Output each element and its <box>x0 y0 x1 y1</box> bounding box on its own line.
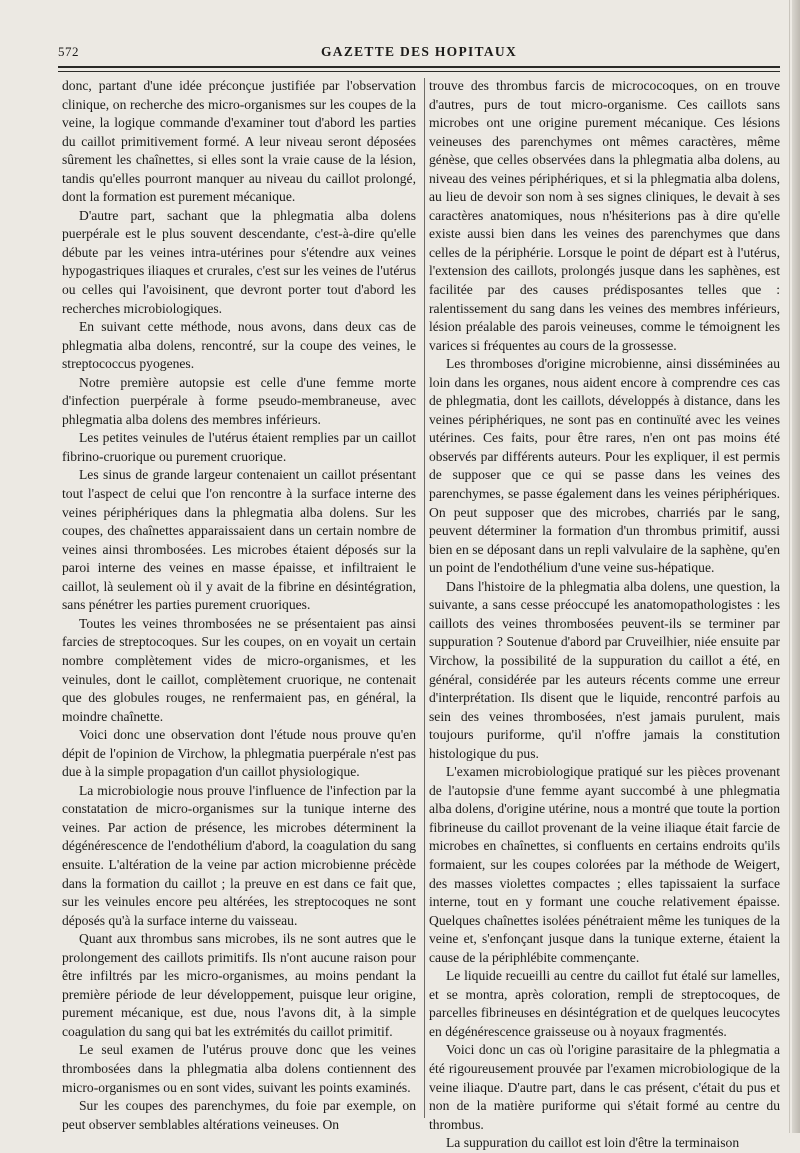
paragraph: La microbiologie nous prouve l'influence de l'infection par la constatation de micro-organismes sur la tunique interne des veines. Par action de présence, les microbes déterminent la dégénérescence de l'endothélium d'abord, la coagulation du sang ensuite. L'altération de la veine par action microbienne précède dans la formation du caillot ; la preuve en est dans ce fait que, sur les veinules encore peu altérées, les streptocoques ne sont déposés qu'à la surface interne du vaisseau. <box>62 782 416 928</box>
paragraph: Les thromboses d'origine microbienne, ainsi disséminées au loin dans les organes, nous aident encore à comprendre ces cas de phlegmatia, dont les caillots, développés à distance, dans les veines périphériques, ne sont pas en continuïté avec les veines utérines. Ces faits, pour être rares, n'en ont pas moins été observés par différents auteurs. Pour les expliquer, il est permis de supposer que ce qui se passe dans les veines des parenchymes, se passe également dans les veines périphériques. On peut supposer que des microbes, charriés par le sang, peuvent déterminer la formation d'un thrombus primitif, aussi bien en se déposant dans un repli valvulaire de la saphène, qu'en un point de l'endothélium d'une veine sus-hépatique. <box>429 356 780 576</box>
paragraph: donc, partant d'une idée préconçue justifiée par l'observation clinique, on recherche des micro-organismes sur les coupes de la veine, la logique commande d'examiner tout d'abord les parties du caillot primitivement formé. A leur niveau seront déposées sûrement les chaînettes, si elles sont la vraie cause de la lésion, tandis qu'elles pourront manquer au niveau du caillot prolongé, dont la formation est purement mécanique. <box>62 78 416 205</box>
paragraph: Notre première autopsie est celle d'une femme morte d'infection puerpérale à forme pseudo-membraneuse, avec phlegmatia alba dolens des membres inférieurs. <box>62 374 416 427</box>
column-divider <box>424 78 425 1118</box>
paragraph: La suppuration du caillot est loin d'être la terminaison <box>446 1135 740 1151</box>
right-column <box>429 77 780 1151</box>
paragraph: Les sinus de grande largeur contenaient un caillot présentant tout l'aspect de celui que l'on rencontre à la surface interne des veines périphériques dans la phlegmatia alba dolens. Sur les coupes, des chaînettes apparaissaient dans un certain nombre de veines ainsi thrombosées. Les microbes étaient déposés sur la paroi interne des veines en masse épaisse, et infiltraient le caillot, là seulement où il y avait de la fibrine en désintégration, sans pénétrer les parties purement cruoriques. <box>62 467 416 613</box>
paragraph: Sur les coupes des parenchymes, du foie par exemple, on peut observer semblables altérations veineuses. On <box>62 1098 416 1132</box>
header-rule-thin <box>58 71 780 72</box>
paragraph: Toutes les veines thrombosées ne se présentaient pas ainsi farcies de streptocoques. Sur les coupes, on en voyait un certain nombre complètement vides de micro-organismes, et les veinules, dont le caillot, complètement cruorique, ne contenait que des globules rouges, ne renfermaient pas, en général, la moindre chaînette. <box>62 615 416 724</box>
paragraph: En suivant cette méthode, nous avons, dans deux cas de phlegmatia alba dolens, rencontré, sur la coupe des veines, le streptococcus pyogenes. <box>62 319 416 372</box>
paragraph: Voici donc un cas où l'origine parasitaire de la phlegmatia a été rigoureusement prouvée par l'examen microbiologique de la veine iliaque. D'autre part, dans le cas présent, c'était du pus et non de la matière puriforme qui s'était formé au centre du thrombus. <box>429 1042 780 1132</box>
paragraph: D'autre part, sachant que la phlegmatia alba dolens puerpérale est le plus souvent descendante, c'est-à-dire qu'elle débute par les veines intra-utérines pour s'étendre aux veines hypogastriques iliaques et crurales, c'est sur les veines de l'utérus ou celles qui l'avoisinent, que devront porter tout d'abord les recherches microbiologiques. <box>62 207 416 316</box>
paragraph: Le seul examen de l'utérus prouve donc que les veines thrombosées dans la phlegmatia alba dolens contiennent des micro-organismes ou en sont vides, suivant les points examinés. <box>62 1042 416 1095</box>
paragraph: Le liquide recueilli au centre du caillot fut étalé sur lamelles, et se montra, après coloration, rempli de streptocoques, de parcelles fibrineuses en désintégration et de quelques leucocytes en dégénérescence graisseuse ou à noyaux fragmentés. <box>429 968 780 1039</box>
paragraph: Quant aux thrombus sans microbes, ils ne sont autres que le prolongement des caillots primitifs. Ils n'ont aucune raison pour être infiltrés par les micro-organismes, au moins pendant la première période de leur développement, puisque leur origine, purement mécanique, est due, nous l'avons dit, à la simple coagulation du sang qui bat les extrémités du caillot primitif. <box>62 931 416 1039</box>
paragraph: Dans l'histoire de la phlegmatia alba dolens, une question, la suivante, a sans cesse préoccupé les anatomopathologistes : les caillots des veines thrombosées peuvent-ils se terminer par suppuration ? Soutenue d'abord par Cruveilhier, niée ensuite par Virchow, la possibilité de la suppuration du caillot a été, en général, considérée par les auteurs récents comme une erreur d'interprétation. Ils disent que le liquide, rencontré parfois au sein des veines thrombosées, n'est jamais purulent, mais toujours puriforme, qu'il n'offre jamais la constitution histologique du pus. <box>429 578 780 761</box>
page-edge-line <box>789 0 790 1133</box>
paragraph: Les petites veinules de l'utérus étaient remplies par un caillot fibrino-cruorique ou purement cruorique. <box>62 430 416 464</box>
paragraph: Voici donc une observation dont l'étude nous prouve qu'en dépit de l'opinion de Virchow, la phlegmatia puerpérale n'est pas due à la simple propagation d'un caillot physiologique. <box>62 727 416 780</box>
journal-title: GAZETTE DES HOPITAUX <box>320 44 518 59</box>
page-header <box>58 44 780 64</box>
header-rule-thick <box>58 66 780 68</box>
left-column <box>62 77 416 1132</box>
paragraph: L'examen microbiologique pratiqué sur les pièces provenant de l'autopsie d'une femme ayant succombé à une phlegmatia alba dolens, d'origine utérine, nous a montré que toute la portion fibrineuse du caillot provenant de la veine iliaque était farcie de microbes en chaînettes, si confluents en certains endroits qu'ils formaient, sur les coupes colorées par la méthode de Weigert, des masses violettes compactes ; elles tapissaient la surface interne, tout en y formant une couche relativement épaisse. Quelques chaînettes isolées pénétraient même les tuniques de la veine et, s'enfonçant jusque dans la tunique externe, étaient la cause de la périphlébite commençante. <box>429 764 780 965</box>
page-edge <box>792 0 800 1133</box>
paragraph: trouve des thrombus farcis de micrococoques, on en trouve d'autres, purs de tout micro-organisme. Ces caillots sans microbes ont une origine purement mécanique. Ces lésions veineuses des parenchymes ont mêmes caractères, même génèse, que celles observées dans la phlegmatia alba dolens, au niveau des veines périphériques, et si la phlegmatia alba dolens, au lieu de devoir son nom à ses signes cliniques, le devait à ses caractères anatomiques, nous n'hésiterions pas à dire qu'elle existe aussi bien dans les veines des parenchymes que dans celles de la périphérie. Lorsque le point de départ est à l'utérus, l'extension des caillots, prolongés jusque dans les saphènes, est facilitée par des causes prédisposantes telles que : ralentissement du sang dans les veines des membres inférieurs, lésion préalable des parois veineuses, comme le témoignent les varices si fréquentes au cours de la grossesse. <box>429 78 780 353</box>
page-number: 572 <box>58 44 79 59</box>
